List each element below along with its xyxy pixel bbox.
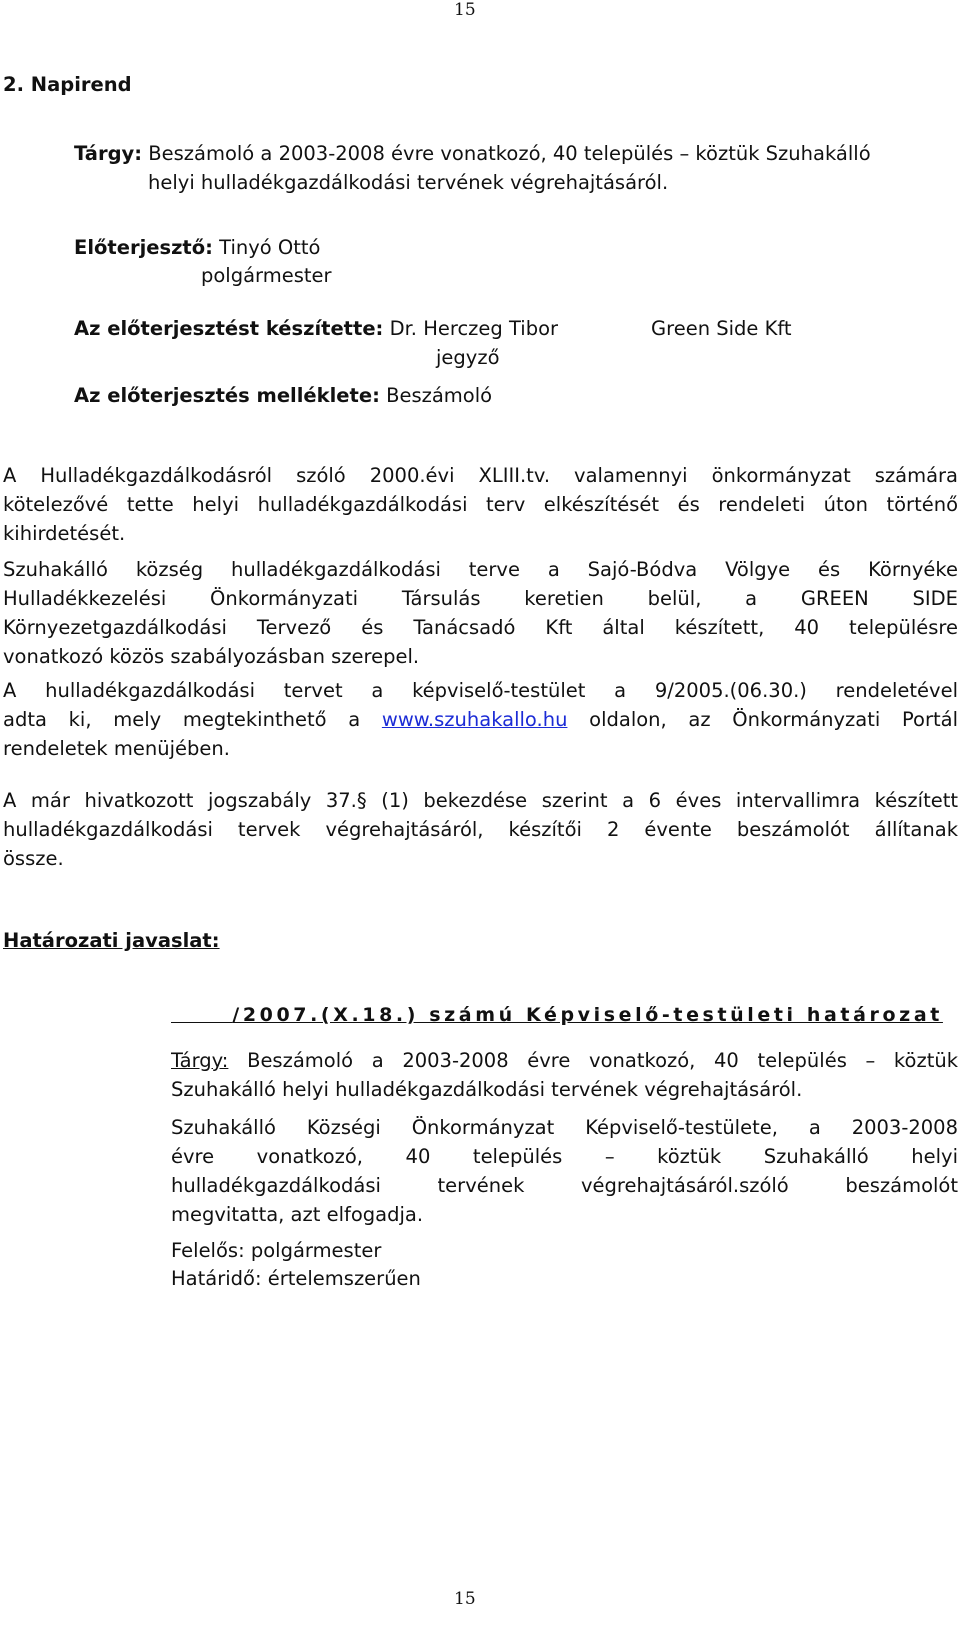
- resolution-subject-text-1: Beszámoló a 2003-2008 évre vonatkozó, 40 település – köztük: [247, 1049, 958, 1072]
- paragraph-decree: [3, 676, 958, 763]
- paragraph-plan-line-3: Környezetgazdálkodási Tervező és Tanácsadó Kft által készített, 40 településre: [3, 616, 958, 639]
- subject-line-2: helyi hulladékgazdálkodási tervének végrehajtásáról.: [148, 171, 669, 194]
- paragraph-plan-line-1: Szuhakálló község hulladékgazdálkodási terve a Sajó-Bódva Völgye és Környéke: [3, 558, 958, 581]
- page-number-bottom: 15: [454, 1589, 476, 1609]
- paragraph-law-line-3: kihirdetését.: [3, 522, 126, 545]
- paragraph-decree-line-3: rendeletek menüjében.: [3, 737, 230, 760]
- paragraph-plan-line-2: Hulladékkezelési Önkormányzati Társulás keretien belül, a GREEN SIDE: [3, 587, 958, 610]
- paragraph-report-line-1: A már hivatkozott jogszabály 37.§ (1) bekezdése szerint a 6 éves intervallimra készített: [3, 789, 958, 812]
- agenda-heading: 2. Napirend: [3, 73, 132, 96]
- resolution-body-line-2: évre vonatkozó, 40 település – köztük Szuhakálló helyi: [171, 1145, 958, 1168]
- resolution-body-line-3: hulladékgazdálkodási tervének végrehajtásáról.szóló beszámolót: [171, 1174, 958, 1197]
- paragraph-plan: [3, 555, 958, 671]
- presenter-line: [74, 233, 320, 262]
- website-link[interactable]: www.szuhakallo.hu: [381, 708, 568, 731]
- resolution-subject-label: Tárgy:: [171, 1049, 229, 1072]
- resolution-proposal-heading: Határozati javaslat:: [3, 929, 220, 952]
- paragraph-decree-line-1: A hulladékgazdálkodási tervet a képviselő-testület a 9/2005.(06.30.) rendeletével: [3, 679, 958, 702]
- resolution-body-line-1: Szuhakálló Községi Önkormányzat Képviselő-testülete, a 2003-2008: [171, 1116, 958, 1139]
- responsible-line: Felelős: polgármester: [171, 1239, 382, 1262]
- subject-label: Tárgy:: [74, 142, 143, 165]
- resolution-body: [171, 1113, 958, 1229]
- paragraph-decree-line-2: [3, 705, 958, 734]
- paragraph-law-line-1: A Hulladékgazdálkodásról szóló 2000.évi XLIII.tv. valamennyi önkormányzat számára: [3, 464, 958, 487]
- resolution-subject-line-2: Szuhakálló helyi hulladékgazdálkodási tervének végrehajtásáról.: [171, 1078, 803, 1101]
- attachment-label: Az előterjesztés melléklete:: [74, 384, 380, 407]
- resolution-body-line-4: megvitatta, azt elfogadja.: [171, 1203, 424, 1226]
- page-number-top: 15: [454, 0, 476, 20]
- paragraph-decree-line-2-start: adta ki, mely megtekinthető a: [3, 708, 361, 731]
- attachment-line: [74, 381, 492, 410]
- subject-line-1: [74, 139, 871, 168]
- resolution-title: [171, 1004, 943, 1026]
- paragraph-law-line-2: kötelezővé tette helyi hulladékgazdálkodási terv elkészítését és rendeleti úton történő: [3, 493, 958, 516]
- paragraph-report-line-2: hulladékgazdálkodási tervek végrehajtásáról, készítői 2 évente beszámolót állítanak: [3, 818, 958, 841]
- prepared-by-company: Green Side Kft: [651, 317, 792, 340]
- paragraph-law: [3, 461, 958, 548]
- attachment-value: Beszámoló: [386, 384, 493, 407]
- paragraph-report: [3, 786, 958, 873]
- paragraph-plan-line-4: vonatkozó közös szabályozásban szerepel.: [3, 645, 420, 668]
- presenter-title: polgármester: [201, 264, 332, 287]
- paragraph-report-line-3: össze.: [3, 847, 64, 870]
- resolution-subject: [171, 1046, 958, 1104]
- subject-text-1: Beszámoló a 2003-2008 évre vonatkozó, 40 település – köztük Szuhakálló: [148, 142, 871, 165]
- paragraph-decree-line-2-end: oldalon, az Önkormányzati Portál: [589, 708, 958, 731]
- prepared-by-title: jegyző: [436, 346, 500, 369]
- prepared-by-label: Az előterjesztést készítette:: [74, 317, 384, 340]
- deadline-line: Határidő: értelemszerűen: [171, 1267, 421, 1290]
- presenter-label: Előterjesztő:: [74, 236, 213, 259]
- resolution-title-text: /2007.(X.18.) számú Képviselő-testületi határozat: [232, 1004, 943, 1026]
- prepared-by-line: [74, 314, 558, 343]
- prepared-by-name: Dr. Herczeg Tibor: [389, 317, 559, 340]
- resolution-subject-line-1: [171, 1046, 958, 1075]
- presenter-name: Tinyó Ottó: [219, 236, 321, 259]
